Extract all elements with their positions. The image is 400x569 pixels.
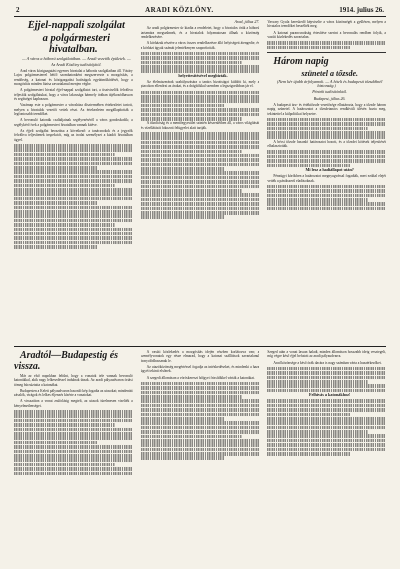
text-line xyxy=(141,211,260,215)
text-line xyxy=(267,443,386,447)
article1-paragraph: Vasárnap este a polgármester a városháza dísztermében értekezletet tartott, melyen a hivatalok vezetői vettek részt. Az értekezleten megállapították a legfontosabb teendőket. xyxy=(14,103,133,117)
text-line xyxy=(14,157,133,161)
text-line xyxy=(14,162,133,166)
article2-paragraph: Arad közönsége a késő órák dacára is nagy számban várta a hazaérkezőket. xyxy=(273,360,382,365)
text-line xyxy=(14,144,133,148)
text-line xyxy=(141,413,260,417)
text-line xyxy=(14,170,133,174)
column-2 xyxy=(141,20,260,342)
text-line xyxy=(141,65,260,69)
text-line xyxy=(141,95,260,99)
text-line xyxy=(267,408,386,412)
text-line xyxy=(267,413,350,417)
text-line xyxy=(267,380,368,384)
text-line xyxy=(14,436,133,440)
text-line xyxy=(267,122,386,126)
text-line xyxy=(141,456,224,460)
text-line xyxy=(141,193,260,197)
text-line xyxy=(141,52,260,56)
newspaper-title: ARADI KÖZLÖNY. xyxy=(145,6,214,14)
box-title: Három napig xyxy=(273,56,329,68)
text-line xyxy=(141,215,224,219)
text-line xyxy=(14,184,115,188)
text-line xyxy=(141,404,260,408)
text-line xyxy=(141,435,242,439)
text-line xyxy=(267,207,386,211)
text-line xyxy=(14,423,115,427)
text-line xyxy=(141,154,260,158)
text-line xyxy=(141,56,260,60)
text-line xyxy=(141,382,260,386)
text-line xyxy=(267,198,368,202)
text-line xyxy=(14,428,133,432)
article2-paragraph: Szeged után a vonat lassan haladt, minden állomáson hosszabb ideig vesztegelt, míg végre késő éjjel befutott az aradi pályaudvarra. xyxy=(267,350,387,359)
text-line xyxy=(267,452,350,456)
box-byline: Pénteki tudósítónktól. xyxy=(312,89,348,95)
text-line xyxy=(267,185,386,189)
box-dateline: Budapest, július 26. xyxy=(313,95,346,101)
text-line xyxy=(14,206,133,210)
text-line xyxy=(267,371,386,375)
text-line xyxy=(14,214,133,218)
text-line xyxy=(267,127,368,131)
text-line xyxy=(267,202,386,206)
text-line xyxy=(141,104,224,108)
article1-paragraph: A bevonuló katonák családjainak segélyezéséről a város gondoskodik; a segélykérő ívek a polgármesteri hivatalban vannak kitéve. xyxy=(14,118,133,127)
text-line xyxy=(14,458,133,462)
text-line xyxy=(14,450,133,454)
text-line xyxy=(141,145,260,149)
text-line xyxy=(14,223,115,227)
header-rule xyxy=(14,16,386,17)
text-line xyxy=(14,467,133,471)
article2-paragraph: Budapesten a Keleti pályaudvaron hasonló kép fogadta az utasokat; mindenütt zászlók, virágok és lelkes éljenzés kísérte a vonatokat. xyxy=(14,388,133,398)
text-line xyxy=(14,419,133,423)
text-line xyxy=(14,179,133,183)
text-line xyxy=(14,245,97,249)
text-line xyxy=(267,426,386,430)
upper-columns xyxy=(14,20,386,342)
text-line xyxy=(141,136,260,140)
article1-deck: — A város a háború szolgálatában. — Aradi vezetők épületek. — xyxy=(21,55,131,61)
text-line xyxy=(141,421,260,425)
text-line xyxy=(267,434,386,438)
text-line xyxy=(141,185,260,189)
text-line xyxy=(267,131,386,135)
box-paragraph: A bécsi tőzsde hasonló határozatot hozott, és a tőzsdei kötések teljesítését elhalasztották. xyxy=(267,139,387,149)
text-line xyxy=(141,452,260,456)
lower-column-2 xyxy=(141,350,260,560)
text-line xyxy=(14,228,133,232)
article2-headline: Aradtól—Budapestig és vissza. xyxy=(14,350,119,372)
text-line xyxy=(141,113,260,117)
lower-column-1 xyxy=(14,350,133,560)
text-line xyxy=(267,159,386,163)
box-closing-head: Mi lesz a hadiállapot után? xyxy=(305,166,354,172)
text-line xyxy=(141,386,260,390)
column-1 xyxy=(14,20,133,342)
text-line xyxy=(141,448,260,452)
section-separator xyxy=(14,346,386,347)
text-line xyxy=(267,118,386,122)
text-line xyxy=(14,454,133,458)
page-header xyxy=(14,6,386,16)
text-line xyxy=(14,472,133,476)
text-line xyxy=(14,210,133,214)
text-line xyxy=(14,166,97,170)
text-line xyxy=(141,399,260,403)
text-line xyxy=(141,150,242,154)
text-line xyxy=(267,439,386,443)
text-line xyxy=(141,408,260,412)
text-line xyxy=(141,395,242,399)
text-line xyxy=(267,189,386,193)
text-line xyxy=(14,410,133,414)
text-line xyxy=(267,421,386,425)
text-line xyxy=(14,175,133,179)
text-line xyxy=(141,99,260,103)
text-line xyxy=(14,201,97,205)
article1-dateline: Arad, július 27. xyxy=(234,20,260,24)
text-line xyxy=(141,207,260,211)
text-line xyxy=(267,155,386,159)
article1-paragraph: Vasvary Gyula kereskedő képviselte a város közönségét a gyűlésen, melyen a hivatalos teendőket beszélték meg. xyxy=(267,20,387,29)
text-line xyxy=(14,232,133,236)
text-line xyxy=(267,417,386,421)
text-line xyxy=(267,135,386,139)
text-line xyxy=(14,188,133,192)
text-line xyxy=(14,441,97,445)
article1-headline-1: Éjjel-nappali szolgálat xyxy=(27,20,125,31)
article1-paragraph: A polgármesteri hivatal éjjel-nappal szolgálatot tart, a tisztviselők felváltva teljesítik szolgálatukat, hogy a város lakossága bármely órában tájékozódhasson és segítséget kaphasson. xyxy=(14,88,133,102)
text-line xyxy=(141,61,242,65)
text-line xyxy=(141,391,260,395)
text-line xyxy=(14,219,133,223)
text-line xyxy=(267,404,386,408)
text-line xyxy=(141,69,260,73)
article1-paragraph: Arad város közigazgatási egyenes hivatalai a háborús szolgálatban áll. Vásáry Lajos polgármesterrel hétfő szombatonként megszervezte a mozgósítás, a rendőrség, a katonai és közigazgatási hatóságok együttműködését, hogy a mozgósítás minden fázisa zavartalanul menjen végbe. xyxy=(14,69,133,87)
text-line xyxy=(141,171,260,175)
article1-byline: Az Aradi Közlöny tudósítójától. xyxy=(51,61,102,67)
text-line xyxy=(141,202,260,206)
article2-paragraph: Az utazóközönség megértéssel fogadja az intézkedéseket, és mindenki a haza ügyét tekinti elsőnek. xyxy=(140,365,260,374)
text-line xyxy=(141,430,260,434)
article2-paragraph: Már az első napokban feltűnt, hogy a vonatok tele vannak bevonuló katonákkal, akik nagy lelkesedéssel indulnak útnak. Az aradi pályaudvaron óriási tömeg búcsúztatta a katonákat. xyxy=(14,373,133,387)
lower-column-3 xyxy=(267,350,386,560)
text-line xyxy=(141,426,260,430)
text-line xyxy=(267,384,386,388)
article1-subhead: helyettesítésével megbízták. xyxy=(178,72,228,78)
box-separator xyxy=(267,52,386,53)
box-paragraph: A budapesti áru- és értéktőzsde vezetősége elhatározta, hogy a tőzsde három napig szünetel. A határozatot a tőzsdetanács rendkívüli ülésén hozta meg, tekintettel a külpolitikai helyzetre. xyxy=(267,102,387,116)
article2-paragraph: A szegedi állomáson a vöröskereszt hölgyei frissítőkkel várták a katonákat. xyxy=(146,375,255,380)
text-line xyxy=(141,176,260,180)
text-line xyxy=(267,448,386,452)
text-line xyxy=(141,163,260,167)
text-line xyxy=(141,417,224,421)
text-line xyxy=(14,197,133,201)
text-line xyxy=(141,198,260,202)
text-line xyxy=(141,443,260,447)
text-line xyxy=(141,141,260,145)
text-line xyxy=(14,241,133,245)
text-line xyxy=(14,432,133,436)
text-line xyxy=(267,430,368,434)
text-line xyxy=(141,91,260,95)
text-line xyxy=(14,148,133,152)
text-line xyxy=(141,117,242,121)
text-line xyxy=(14,153,115,157)
text-line xyxy=(267,41,386,45)
article1-paragraph: Az aradi polgármester úr kiadta a rendeletet, hogy a hivatalos órák a háború tartamára megszűnnek, és a hivatalok folyamatosan állnak a közönség rendelkezésére. xyxy=(140,26,260,40)
text-line xyxy=(14,414,133,418)
article1-paragraph: A tűzoltóság és a mentőegyesület szintén készenlétben áll, a város világítását és vízellátását fokozott felügyelet alatt tartják. xyxy=(140,121,260,130)
article2-subhead: Felhívás a katonákhoz! xyxy=(308,392,351,398)
column-3 xyxy=(267,20,386,342)
text-line xyxy=(14,445,133,449)
text-line xyxy=(267,164,350,168)
text-line xyxy=(14,192,133,196)
box-paragraph: Pénzügyi körökben a határozatot megnyugvással fogadták, mert ezáltal elejét vették a pánikszerű eladásoknak. xyxy=(267,174,387,183)
article1-paragraph: Az élelmiszerárak szabályozására a tanács bizottságot küldött ki, mely a piacokon ellenőrzi az árakat, és a drágítókkal szemben a legszigorúbban jár el. xyxy=(140,79,260,89)
text-line xyxy=(141,132,260,136)
article2-paragraph: A visszaúton a vonat zsúfolásig megtelt, az utasok türelmesen viselték a kényelmetlenséget. xyxy=(14,399,133,408)
text-line xyxy=(141,167,224,171)
text-line xyxy=(141,189,242,193)
text-line xyxy=(14,236,133,240)
text-line xyxy=(141,158,260,162)
text-line xyxy=(141,108,260,112)
article2-paragraph: A vasúti közlekedés a mozgósítás idején részben korlátozva van; a személyvonatok egy része elmarad, hogy a katonai szállítások zavartalanul bonyolódhassanak le. xyxy=(140,350,260,363)
text-line xyxy=(267,389,386,393)
article1-paragraph: Az éjjeli szolgálat beosztása a következő: a tanácsnokok és a jegyzők felváltva teljesítenek inspekciót, míg az irodai személyzet a kiadói hivatalban ügyel. xyxy=(14,129,133,142)
text-line xyxy=(267,367,386,371)
article1-paragraph: A katonai parancsnokság értesítése szerint a bevonulás rendben folyik, a vasúti közlekedés zavartalan. xyxy=(267,30,387,40)
text-line xyxy=(267,194,386,198)
issue-date: 1914. julius 26. xyxy=(339,6,384,14)
text-line xyxy=(141,439,260,443)
box-intro: (Nem kér újabb árfolyamok. — A hitelt és budapesti tőzsdéknél biztonság.) xyxy=(276,78,383,89)
article1-headline-2: a polgármesteri hivatalban. xyxy=(42,32,111,55)
text-line xyxy=(141,180,260,184)
text-line xyxy=(14,463,115,467)
lower-columns xyxy=(14,350,386,560)
text-line xyxy=(267,46,350,50)
text-line xyxy=(267,376,386,380)
text-line xyxy=(267,150,386,154)
page-number: 2 xyxy=(16,6,20,14)
box-deck: szünetel a tőzsde. xyxy=(301,69,359,78)
text-line xyxy=(267,399,386,403)
article1-paragraph: A kórházak részére a város összes rendelkezésre álló helyiségeit átengedte, és a kórházi ágyak számát jelentékenyen szaporították. xyxy=(140,41,260,50)
